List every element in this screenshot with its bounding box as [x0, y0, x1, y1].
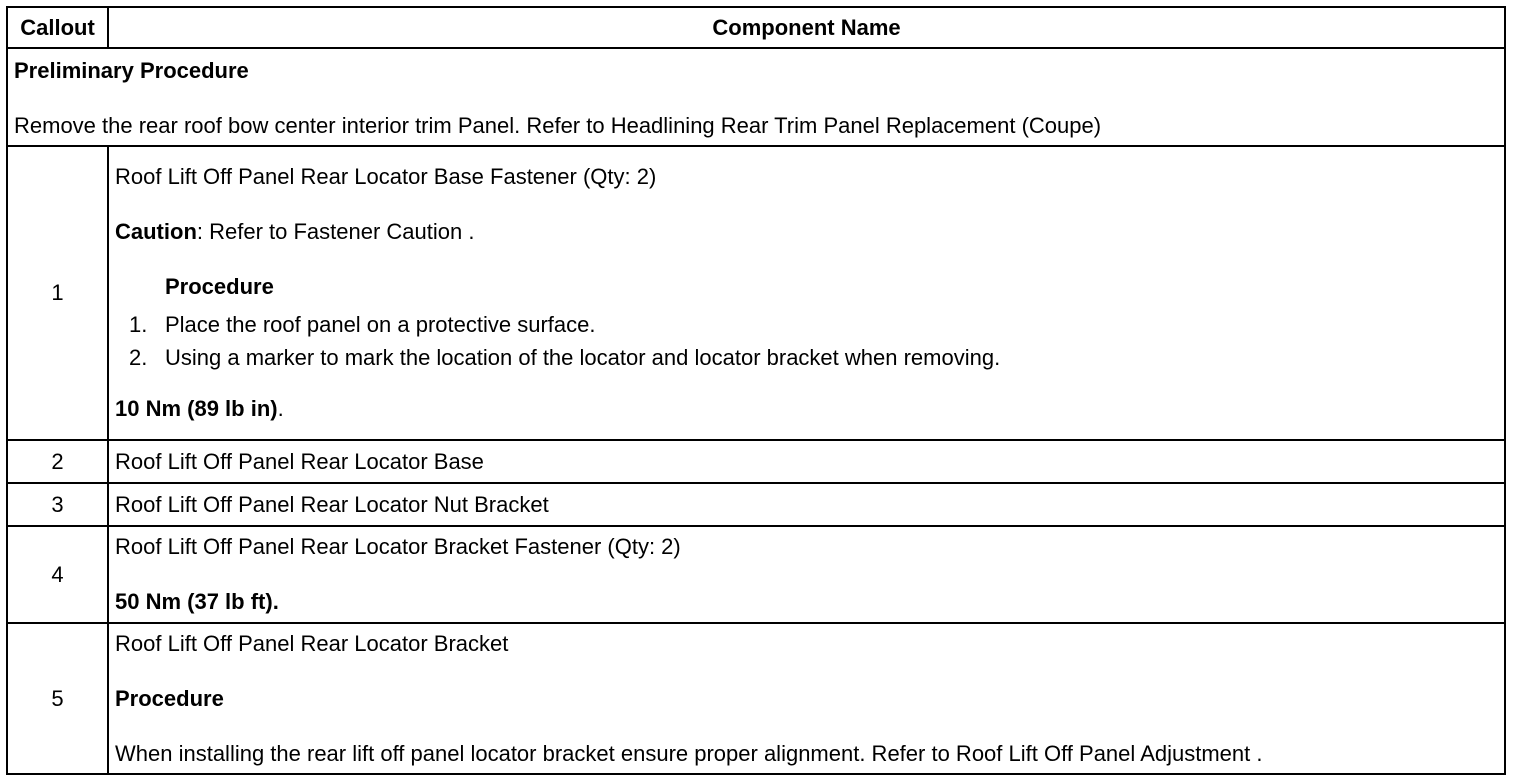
component-name: Roof Lift Off Panel Rear Locator Bracket [115, 630, 509, 656]
list-item: 1. Place the roof panel on a protective surface. [129, 312, 596, 337]
caution-note [115, 219, 1498, 245]
callout-number: 5 [7, 623, 108, 774]
callout-header: Callout [7, 7, 108, 48]
callout-number: 2 [7, 440, 108, 483]
list-item: 2. Using a marker to mark the location of the locator and locator bracket when removing. [129, 345, 1001, 370]
component-name-header: Component Name [108, 7, 1505, 48]
table-row [7, 623, 1505, 774]
table-row [7, 526, 1505, 623]
callout-number: 4 [7, 526, 108, 623]
preliminary-row [7, 48, 1505, 146]
header-row [7, 7, 1505, 48]
torque-spec: 10 Nm (89 lb in). [115, 396, 284, 421]
preliminary-title: Preliminary Procedure [14, 58, 249, 83]
table-row [7, 440, 1505, 483]
callout-number: 3 [7, 483, 108, 526]
component-cell [108, 146, 1505, 440]
component-name: Roof Lift Off Panel Rear Locator Base [115, 448, 484, 474]
component-cell [108, 526, 1505, 623]
table-row [7, 483, 1505, 526]
preliminary-cell [7, 48, 1505, 146]
component-name: Roof Lift Off Panel Rear Locator Bracket Fastener (Qty: 2) [115, 534, 681, 559]
preliminary-text: Remove the rear roof bow center interior trim Panel. Refer to Headlining Rear Trim Panel Replacement (Coupe) [14, 113, 1102, 138]
torque-spec: 50 Nm (37 lb ft). [115, 589, 279, 614]
callout-number: 1 [7, 146, 108, 440]
component-table [6, 6, 1506, 775]
table-row [7, 146, 1505, 440]
procedure-text: When installing the rear lift off panel locator bracket ensure proper alignment. Refer to Roof Lift Off Panel Adjustment . [115, 740, 1263, 766]
component-name: Roof Lift Off Panel Rear Locator Nut Bracket [115, 491, 549, 517]
component-name: Roof Lift Off Panel Rear Locator Base Fastener (Qty: 2) [115, 164, 657, 189]
caution-label: Caution [115, 219, 197, 244]
component-cell [108, 440, 1505, 483]
caution-text: : Refer to Fastener Caution . [196, 219, 475, 244]
component-cell [108, 623, 1505, 774]
procedure-title: Procedure [165, 274, 274, 299]
component-cell [108, 483, 1505, 526]
procedure-steps [115, 308, 1498, 374]
procedure-title: Procedure [115, 685, 224, 711]
